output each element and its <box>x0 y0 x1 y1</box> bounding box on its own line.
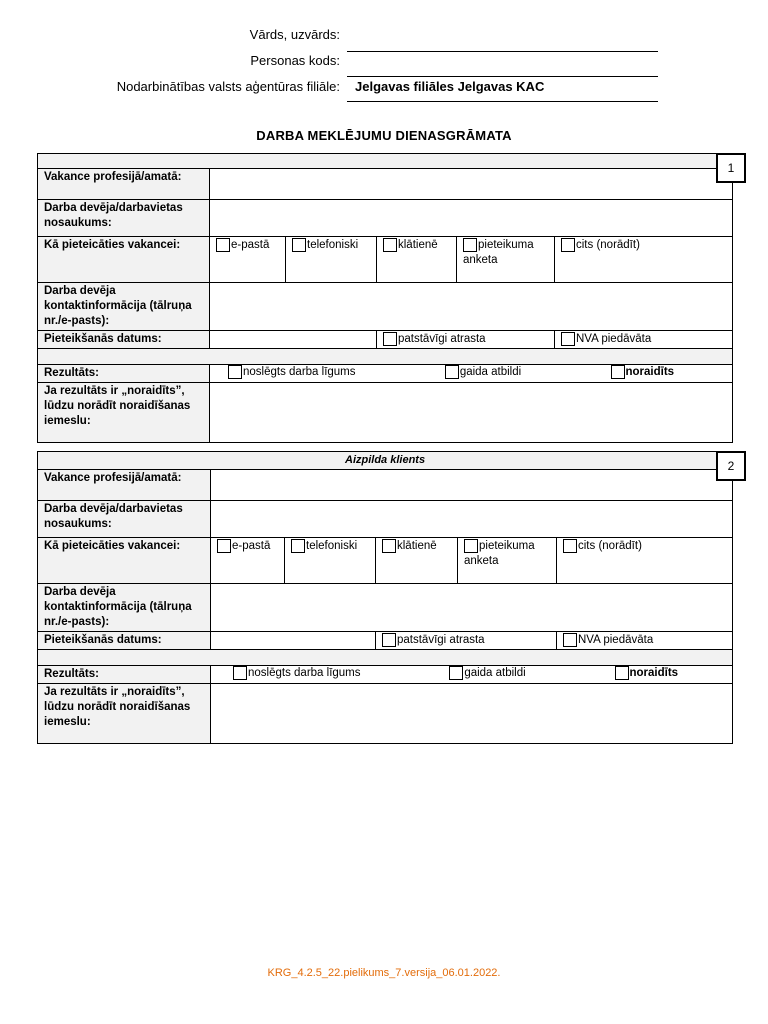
date-input[interactable] <box>211 632 376 650</box>
job-search-entry-2 <box>37 451 735 744</box>
checkbox[interactable] <box>463 238 477 252</box>
checkbox[interactable] <box>292 238 306 252</box>
checkbox[interactable] <box>217 539 231 553</box>
contact-input[interactable] <box>211 584 733 632</box>
checkbox[interactable] <box>561 238 575 252</box>
apply-option-in-person[interactable]: klātienē <box>377 237 457 283</box>
apply-method-label: Kā pieteicāties vakancei: <box>38 237 210 283</box>
personal-code-label: Personas kods: <box>250 53 340 68</box>
checkbox[interactable] <box>563 539 577 553</box>
apply-option-other[interactable]: cits (norādīt) <box>557 538 733 584</box>
apply-option-email[interactable]: e-pastā <box>210 237 286 283</box>
result-option-contract[interactable]: noslēgts darba līgums <box>233 666 361 681</box>
checkbox[interactable] <box>382 539 396 553</box>
entry-number: 2 <box>716 451 746 481</box>
checkbox[interactable] <box>611 365 625 379</box>
source-option-self[interactable]: patstāvīgi atrasta <box>376 632 557 650</box>
checkbox[interactable] <box>563 633 577 647</box>
spacer-row <box>38 349 733 365</box>
entry-band: Aizpilda klients <box>38 452 733 470</box>
checkbox[interactable] <box>615 666 629 680</box>
branch-label: Nodarbinātības valsts aģentūras filiāle: <box>116 79 340 94</box>
date-label: Pieteikšanās datums: <box>38 632 211 650</box>
apply-option-phone[interactable]: telefoniski <box>286 237 377 283</box>
result-option-waiting[interactable]: gaida atbildi <box>445 365 521 380</box>
employer-label: Darba devēja/darbavietas nosaukums: <box>38 200 210 237</box>
entry-band <box>38 154 733 169</box>
branch-field[interactable] <box>347 101 658 102</box>
checkbox[interactable] <box>233 666 247 680</box>
date-label: Pieteikšanās datums: <box>38 331 210 349</box>
checkbox[interactable] <box>216 238 230 252</box>
date-input[interactable] <box>210 331 377 349</box>
result-option-waiting[interactable]: gaida atbildi <box>449 666 525 681</box>
source-option-self[interactable]: patstāvīgi atrasta <box>377 331 555 349</box>
checkbox[interactable] <box>449 666 463 680</box>
apply-option-phone[interactable]: telefoniski <box>285 538 376 584</box>
source-option-nva[interactable]: NVA piedāvāta <box>557 632 733 650</box>
document-title: DARBA MEKLĒJUMU DIENASGRĀMATA <box>256 128 512 143</box>
result-label: Rezultāts: <box>38 666 211 684</box>
apply-option-other[interactable]: cits (norādīt) <box>555 237 733 283</box>
checkbox[interactable] <box>464 539 478 553</box>
vacancy-input[interactable] <box>210 169 733 200</box>
entry-number: 1 <box>716 153 746 183</box>
employer-label: Darba devēja/darbavietas nosaukums: <box>38 501 211 538</box>
result-option-rejected[interactable]: noraidīts <box>611 365 675 380</box>
checkbox[interactable] <box>445 365 459 379</box>
apply-method-label: Kā pieteicāties vakancei: <box>38 538 211 584</box>
apply-option-form[interactable]: pieteikuma anketa <box>458 538 557 584</box>
name-label: Vārds, uzvārds: <box>249 27 340 42</box>
reject-reason-label: Ja rezultāts ir „noraidīts”, lūdzu norādīt noraidīšanas iemeslu: <box>38 684 211 744</box>
spacer-row <box>38 650 733 666</box>
vacancy-label: Vakance profesijā/amatā: <box>38 169 210 200</box>
apply-option-form[interactable]: pieteikuma anketa <box>457 237 555 283</box>
checkbox[interactable] <box>383 238 397 252</box>
contact-label: Darba devēja kontaktinformācija (tālruņa nr./e-pasts): <box>38 584 211 632</box>
checkbox[interactable] <box>383 332 397 346</box>
checkbox[interactable] <box>291 539 305 553</box>
vacancy-input[interactable] <box>211 470 733 501</box>
branch-value[interactable]: Jelgavas filiāles Jelgavas KAC <box>355 79 545 94</box>
result-option-rejected[interactable]: noraidīts <box>615 666 679 681</box>
reject-reason-input[interactable] <box>210 383 733 443</box>
vacancy-label: Vakance profesijā/amatā: <box>38 470 211 501</box>
reject-reason-label: Ja rezultāts ir „noraidīts”, lūdzu norādīt noraidīšanas iemeslu: <box>38 383 210 443</box>
document-footer: KRG_4.2.5_22.pielikums_7.versija_06.01.2022. <box>267 967 501 979</box>
result-option-contract[interactable]: noslēgts darba līgums <box>228 365 356 380</box>
employer-input[interactable] <box>211 501 733 538</box>
contact-label: Darba devēja kontaktinformācija (tālruņa nr./e-pasts): <box>38 283 210 331</box>
source-option-nva[interactable]: NVA piedāvāta <box>555 331 733 349</box>
employer-input[interactable] <box>210 200 733 237</box>
apply-option-in-person[interactable]: klātienē <box>376 538 458 584</box>
personal-code-field[interactable] <box>347 76 658 77</box>
checkbox[interactable] <box>382 633 396 647</box>
job-search-entry-1 <box>37 153 735 443</box>
contact-input[interactable] <box>210 283 733 331</box>
reject-reason-input[interactable] <box>211 684 733 744</box>
name-field[interactable] <box>347 51 658 52</box>
result-label: Rezultāts: <box>38 365 210 383</box>
checkbox[interactable] <box>228 365 242 379</box>
apply-option-email[interactable]: e-pastā <box>211 538 285 584</box>
checkbox[interactable] <box>561 332 575 346</box>
